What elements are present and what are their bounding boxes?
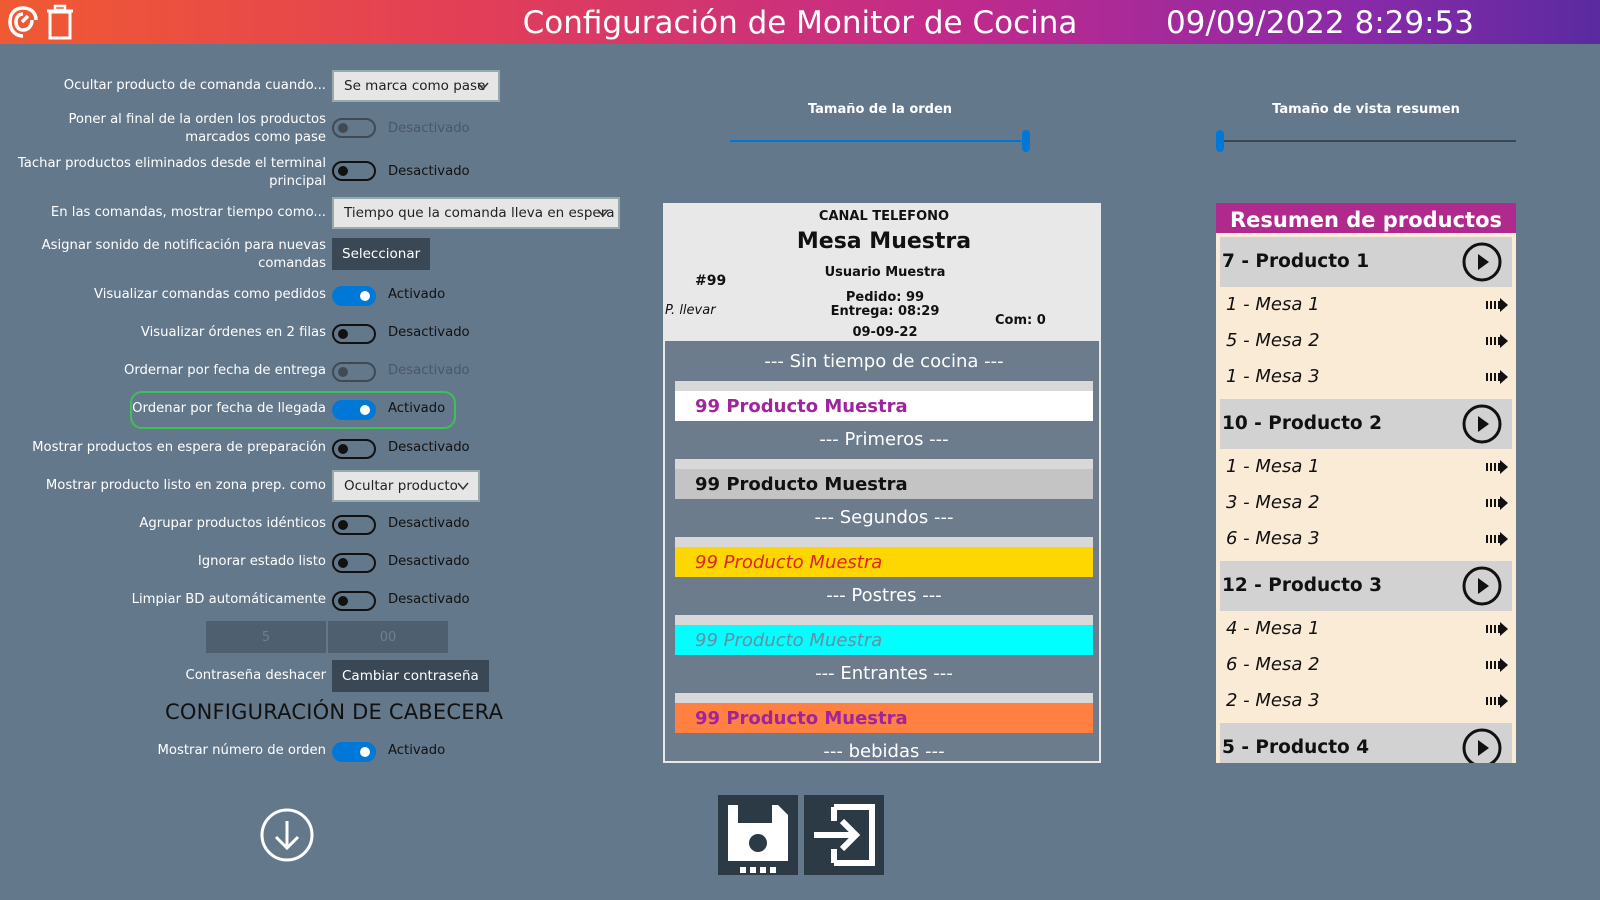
summary-item-label: 4 - Mesa 1: [1226, 618, 1320, 639]
course-separator: --- Segundos ---: [675, 499, 1093, 537]
chevron-down-icon: [456, 479, 470, 493]
order-date: 09-09-22: [852, 325, 918, 340]
section-gap: [675, 459, 1093, 469]
sort-delivery-toggle[interactable]: [332, 362, 376, 382]
title-bar: [0, 0, 1600, 44]
show-order-number-toggle[interactable]: [332, 742, 376, 762]
toggle-state: Desactivado: [388, 164, 470, 179]
play-circle-icon[interactable]: [1462, 566, 1502, 606]
summary-size-label: Tamaño de vista resumen: [1272, 102, 1460, 117]
course-separator: --- Entrantes ---: [675, 655, 1093, 693]
hours-field[interactable]: 5: [206, 621, 328, 653]
label-line: Poner al final de la orden los productos: [68, 112, 326, 127]
send-arrow-icon[interactable]: [1486, 658, 1508, 672]
toggle-state: Desactivado: [388, 363, 470, 378]
summary-item-label: 1 - Mesa 1: [1226, 456, 1320, 477]
send-arrow-icon[interactable]: [1486, 334, 1508, 348]
summary-group-label: 10 - Producto 2: [1222, 413, 1382, 434]
show-time-select[interactable]: [332, 197, 620, 229]
summary-item: [1216, 359, 1516, 395]
order-product[interactable]: 99 Producto Muestra: [675, 469, 1093, 499]
as-orders-toggle[interactable]: [332, 286, 376, 306]
label-line: comandas: [258, 256, 326, 271]
toggle-state: Desactivado: [388, 440, 470, 455]
summary-item: [1216, 611, 1516, 647]
setting-label: [6, 155, 326, 191]
order-takeaway: P. llevar: [665, 303, 716, 318]
setting-label: Mostrar producto listo en zona prep. como: [45, 478, 326, 493]
summary-group: [1220, 561, 1512, 611]
setting-pass-end: [0, 111, 640, 147]
product-summary: [1216, 203, 1516, 763]
order-product[interactable]: 99 Producto Muestra: [675, 625, 1093, 655]
section-gap: [675, 381, 1093, 391]
setting-label: Contraseña deshacer: [185, 668, 326, 683]
label-line: Asignar sonido de notificación para nuevas: [41, 238, 326, 253]
group-identical-toggle[interactable]: [332, 515, 376, 535]
page-title: Configuración de Monitor de Cocina: [522, 5, 1078, 41]
course-separator: --- Primeros ---: [675, 421, 1093, 459]
setting-label: Ocultar producto de comanda cuando...: [63, 78, 326, 93]
order-table: Mesa Muestra: [796, 229, 972, 254]
summary-item-label: 6 - Mesa 2: [1226, 654, 1320, 675]
order-channel: CANAL TELEFONO: [818, 209, 950, 224]
toggle-state: Desactivado: [388, 325, 470, 340]
setting-group-identical: [0, 507, 640, 541]
summary-group-label: 5 - Producto 4: [1222, 737, 1370, 758]
setting-sort-delivery: [0, 354, 640, 388]
setting-as-orders: [0, 278, 640, 312]
change-password-button[interactable]: Cambiar contraseña: [332, 660, 489, 692]
order-info: [785, 291, 985, 319]
course-separator: --- Sin tiempo de cocina ---: [675, 343, 1093, 381]
send-arrow-icon[interactable]: [1486, 298, 1508, 312]
play-circle-icon[interactable]: [1462, 728, 1502, 763]
summary-title: Resumen de productos: [1216, 203, 1516, 233]
summary-size-rest: [1224, 140, 1516, 142]
setting-sound: [0, 237, 640, 273]
order-product[interactable]: 99 Producto Muestra: [675, 391, 1093, 421]
label-line: principal: [269, 174, 326, 189]
pass-end-toggle[interactable]: [332, 118, 376, 138]
sort-arrival-toggle[interactable]: [332, 400, 376, 420]
label-line: Tachar productos eliminados desde el terminal: [17, 156, 326, 171]
exit-button[interactable]: [804, 795, 884, 875]
setting-label: Limpiar BD automáticamente: [131, 592, 326, 607]
floppy-disk-icon: [718, 795, 798, 875]
setting-label: Ordenar por fecha de llegada: [132, 401, 326, 416]
summary-list: [1216, 237, 1516, 763]
order-com: Com: 0: [995, 313, 1046, 328]
summary-item: [1216, 449, 1516, 485]
setting-strike-deleted: [0, 155, 640, 191]
setting-label: [6, 111, 326, 147]
send-arrow-icon[interactable]: [1486, 694, 1508, 708]
order-body: [675, 343, 1093, 763]
summary-group-label: 7 - Producto 1: [1222, 251, 1370, 272]
select-value: Se marca como pase: [344, 78, 486, 94]
setting-hide-product: [0, 69, 640, 103]
send-arrow-icon[interactable]: [1486, 496, 1508, 510]
select-sound-button[interactable]: Seleccionar: [332, 238, 430, 270]
order-product[interactable]: 99 Producto Muestra: [675, 547, 1093, 577]
hide-product-select[interactable]: [332, 70, 500, 102]
setting-label: En las comandas, mostrar tiempo como...: [50, 205, 326, 220]
select-value: Ocultar producto: [344, 478, 458, 494]
setting-label: Visualizar comandas como pedidos: [93, 287, 326, 302]
section-gap: [675, 537, 1093, 547]
summary-item-label: 1 - Mesa 1: [1226, 294, 1320, 315]
setting-sort-arrival: [0, 392, 640, 426]
setting-show-waiting: [0, 431, 640, 465]
order-product[interactable]: 99 Producto Muestra: [675, 703, 1093, 733]
order-size-label: Tamaño de la orden: [807, 102, 953, 117]
summary-item: [1216, 323, 1516, 359]
show-waiting-toggle[interactable]: [332, 439, 376, 459]
delivery-line: Entrega: 08:29: [830, 304, 940, 319]
setting-ignore-ready: [0, 545, 640, 579]
section-gap: [675, 615, 1093, 625]
setting-label: Ignorar estado listo: [197, 554, 326, 569]
toggle-state: Activado: [388, 401, 446, 416]
summary-item: [1216, 485, 1516, 521]
setting-show-time: [0, 196, 640, 230]
setting-clean-db: [0, 583, 640, 617]
course-separator: --- Postres ---: [675, 577, 1093, 615]
exit-icon: [804, 795, 884, 875]
order-header: [665, 203, 1101, 341]
summary-item: [1216, 647, 1516, 683]
toggle-state: Desactivado: [388, 121, 470, 136]
setting-label: Agrupar productos idénticos: [139, 516, 326, 531]
toggle-state: Activado: [388, 287, 446, 302]
summary-item-label: 5 - Mesa 2: [1226, 330, 1320, 351]
summary-group: [1220, 723, 1512, 763]
two-rows-toggle[interactable]: [332, 324, 376, 344]
summary-item: [1216, 521, 1516, 557]
toggle-state: Activado: [388, 743, 446, 758]
order-size-slider[interactable]: [730, 140, 1030, 142]
order-user: Usuario Muestra: [824, 265, 946, 280]
clock: 09/09/2022 8:29:53: [1165, 5, 1474, 41]
ignore-ready-toggle[interactable]: [332, 553, 376, 573]
summary-group: [1220, 237, 1512, 287]
send-arrow-icon[interactable]: [1486, 370, 1508, 384]
send-arrow-icon[interactable]: [1486, 622, 1508, 636]
summary-group-label: 12 - Producto 3: [1222, 575, 1382, 596]
order-number: #99: [695, 273, 727, 289]
setting-undo-password: [0, 659, 640, 693]
setting-label: Mostrar número de orden: [157, 743, 326, 758]
send-arrow-icon[interactable]: [1486, 532, 1508, 546]
summary-group: [1220, 399, 1512, 449]
setting-ready-zone: [0, 469, 640, 503]
order-size-fill: [730, 140, 1022, 142]
order-line: Pedido: 99: [845, 290, 925, 305]
summary-item-label: 1 - Mesa 3: [1226, 366, 1320, 387]
play-circle-icon[interactable]: [1462, 404, 1502, 444]
chevron-down-icon: [476, 79, 490, 93]
send-arrow-icon[interactable]: [1486, 460, 1508, 474]
ready-zone-select[interactable]: [332, 470, 480, 502]
clean-db-toggle[interactable]: [332, 591, 376, 611]
setting-two-rows: [0, 316, 640, 350]
minutes-field[interactable]: 00: [328, 621, 448, 653]
play-circle-icon[interactable]: [1462, 242, 1502, 282]
order-preview: [663, 203, 1101, 763]
summary-item: [1216, 287, 1516, 323]
strike-deleted-toggle[interactable]: [332, 161, 376, 181]
summary-item-label: 2 - Mesa 3: [1226, 690, 1320, 711]
summary-item-label: 3 - Mesa 2: [1226, 492, 1320, 513]
label-line: marcados como pase: [185, 130, 326, 145]
setting-label: Ordernar por fecha de entrega: [123, 363, 326, 378]
setting-label: Mostrar productos en espera de preparación: [32, 440, 326, 455]
summary-item-label: 6 - Mesa 3: [1226, 528, 1320, 549]
select-value: Tiempo que la comanda lleva en espera: [344, 205, 615, 221]
setting-label: [6, 237, 326, 273]
order-size-thumb[interactable]: [1022, 130, 1030, 152]
toggle-state: Desactivado: [388, 592, 470, 607]
setting-label: Visualizar órdenes en 2 filas: [140, 325, 326, 340]
summary-item: [1216, 683, 1516, 719]
clean-time-picker[interactable]: [206, 621, 448, 653]
summary-size-thumb[interactable]: [1216, 130, 1224, 152]
section-gap: [675, 693, 1093, 703]
chevron-down-icon: [596, 206, 610, 220]
toggle-state: Desactivado: [388, 554, 470, 569]
arrow-down-circle-icon[interactable]: [259, 807, 315, 863]
header-config-title: CONFIGURACIÓN DE CABECERA: [165, 700, 504, 724]
save-button[interactable]: [718, 795, 798, 875]
toggle-state: Desactivado: [388, 516, 470, 531]
setting-show-order-number: [0, 734, 640, 768]
summary-size-slider[interactable]: [1216, 140, 1516, 142]
course-separator: --- bebidas ---: [675, 733, 1093, 763]
